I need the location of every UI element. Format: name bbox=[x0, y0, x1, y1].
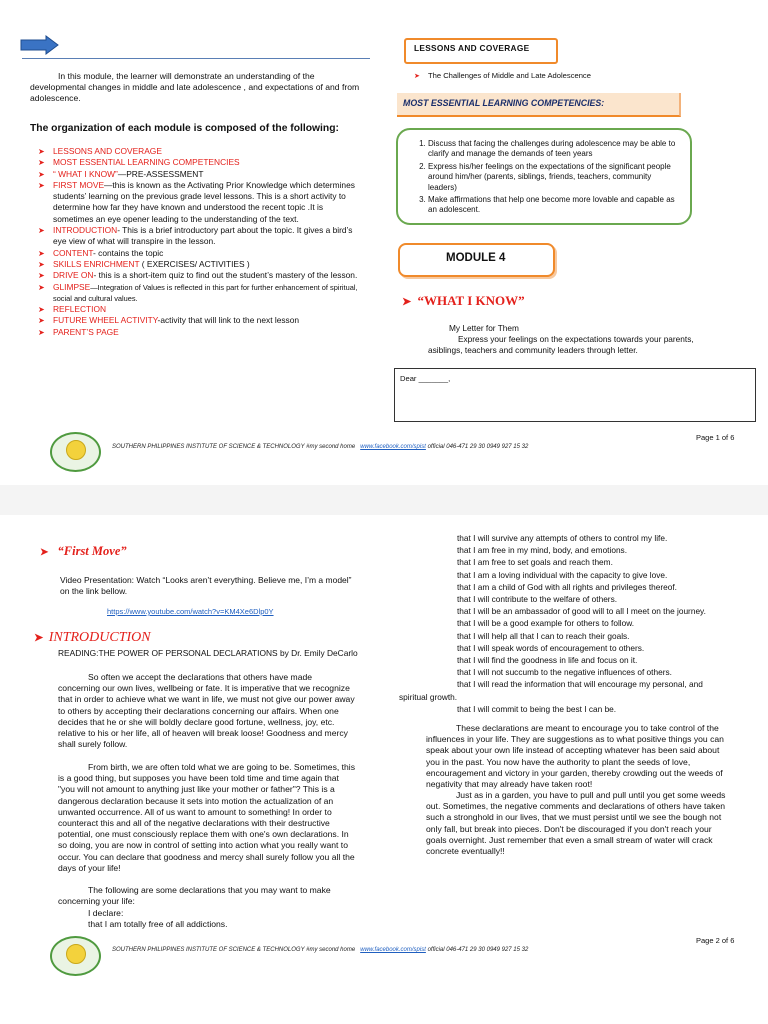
paragraph-3: The following are some declarations that you may want to make concerning your life: bbox=[58, 885, 331, 907]
organization-item: ➤ FUTURE WHEEL ACTIVITY-activity that will link to the next lesson bbox=[38, 315, 360, 326]
module-box bbox=[398, 243, 555, 277]
organization-item: ➤ INTRODUCTION- This is a brief introductory part about the topic. It gives a bird’s eye view of what will transpire in the lesson. bbox=[38, 225, 360, 248]
arrow-right-icon bbox=[20, 35, 60, 55]
paragraph-4: These declarations are meant to encourage you to take control of the influences in your life. They are suggestions as to what positive things you can speak about your own life instead of accepting whatever has been said about you in the past. You now have the authority to plant the seeds of love, encouragement and victory in your garden, thereby crowding out the weeds of negativity that may already have taken root! bbox=[426, 723, 724, 790]
page-number: Page 1 of 6 bbox=[696, 433, 735, 442]
declaration-item: that I will read the information that will encourage my personal, and bbox=[457, 679, 703, 690]
footer-link[interactable]: www.facebook.com/spist bbox=[360, 947, 426, 953]
organization-item: ➤ GLIMPSE—Integration of Values is reflected in this part for further enhancement of spiritual, social and cultural values. bbox=[38, 282, 360, 305]
organization-item: ➤ “ WHAT I KNOW”—PRE-ASSESSMENT bbox=[38, 169, 360, 180]
paragraph-2: From birth, we are often told what we are going to be. Sometimes, this is a good thing, but supposes you have been told time and time again that "you will not amount to anything just like your mother or father"? This is a dangerous declaration because it sets into motion the actualization of an unwanted occurrence. All of us want to amount to something! In order to counteract this and all of the negative declarations with their destructive potential, one must consciously replace them with one's own declarations. In so doing, you are now in control of setting into action what you really want to occur. You can declare that goodness and mercy shall surely follow you all the days of your life! bbox=[58, 762, 356, 873]
bullet-arrow-icon: ➤ bbox=[34, 632, 44, 644]
school-seal-logo bbox=[50, 432, 101, 472]
video-link[interactable]: https://www.youtube.com/watch?v=KM4Xe6Dlp0Y bbox=[107, 607, 274, 616]
organization-item: ➤ SKILLS ENRICHMENT ( EXERCISES/ ACTIVITIES ) bbox=[38, 259, 360, 270]
header-rule bbox=[22, 58, 370, 59]
competency-item: 3. Make affirmations that help one become more lovable and capable as an adolescent. bbox=[428, 195, 678, 216]
competencies-list bbox=[408, 139, 678, 216]
footer: SOUTHERN PHILIPPINES INSTITUTE OF SCIENCE & TECHNOLOGY #my second home www.facebook.com/spist official 046-471 29 30 0949 927 15 32 bbox=[112, 444, 529, 450]
bullet-arrow-icon: ➤ bbox=[414, 73, 420, 80]
page-1 bbox=[0, 0, 768, 485]
letter-instruction: Express your feelings on the expectations towards your parents, asiblings, teachers and community leaders through letter. bbox=[428, 334, 694, 355]
dear-text: Dear _______, bbox=[400, 374, 451, 383]
declaration-continuation: spiritual growth. bbox=[399, 691, 458, 702]
organization-item: ➤ CONTENT- contains the topic bbox=[38, 248, 360, 259]
competencies-box bbox=[396, 128, 692, 225]
footer-link[interactable]: www.facebook.com/spist bbox=[360, 444, 426, 450]
page-2 bbox=[0, 515, 768, 1024]
paragraph-1: So often we accept the declarations that others have made concerning our own lives, wellbeing or fate. It is imperative that we recognize that in order to achieve what we want in life, we must not give our power away to others by accepting their declarations concerning our affairs. When one decides that he or she will boldly declare good fortune, wellness, joy, etc. relative to his or her life, all of heaven will break loose! Goodness and mercy shall surely follow. bbox=[58, 672, 355, 750]
organization-item: ➤ LESSONS AND COVERAGE bbox=[38, 146, 360, 157]
competencies-title-bar bbox=[397, 93, 681, 117]
i-declare: I declare: bbox=[88, 908, 124, 918]
declaration-item: that I will speak words of encouragement to others. bbox=[457, 642, 645, 653]
introduction-heading: ➤ INTRODUCTION bbox=[34, 630, 151, 645]
letter-box[interactable] bbox=[394, 368, 756, 422]
reading-title: READING:THE POWER OF PERSONAL DECLARATIONS by Dr. Emily DeCarlo bbox=[58, 648, 358, 658]
declaration-item: that I will survive any attempts of others to control my life. bbox=[457, 533, 668, 543]
paragraph-5: Just as in a garden, you have to pull and pull until you get some weeds out. Sometimes, the negative comments and declarations of others have taken such a stronghold in our lives, that we must persist until we see the bough not only fall, but break into pieces. Don't be discouraged if you don't reach your goals overnight. Just remember that even a small stream of water will crack concrete eventually!! bbox=[426, 790, 726, 857]
declaration-item: that I will contribute to the welfare of others. bbox=[457, 594, 618, 605]
footer: SOUTHERN PHILIPPINES INSTITUTE OF SCIENCE & TECHNOLOGY #my second home www.facebook.com/spist official 046-471 29 30 0949 927 15 32 bbox=[112, 947, 529, 953]
declaration-item: that I am a child of God with all rights and privileges thereof. bbox=[457, 581, 677, 592]
lessons-coverage-box bbox=[404, 38, 558, 64]
lessons-box-title: LESSONS AND COVERAGE bbox=[414, 43, 530, 53]
first-declaration: that I am totally free of all addictions. bbox=[88, 919, 228, 929]
bullet-arrow-icon: ➤ bbox=[40, 547, 49, 558]
organization-list bbox=[38, 146, 360, 338]
declaration-item: that I will not succumb to the negative influences of others. bbox=[457, 667, 672, 678]
lesson-item: ➤ The Challenges of Middle and Late Adolescence bbox=[414, 71, 591, 80]
declaration-item: that I will be a good example for others to follow. bbox=[457, 618, 635, 629]
competency-item: 1. Discuss that facing the challenges during adolescence may be able to clarify and manage the demands of teen years bbox=[428, 139, 678, 160]
first-move-heading: ➤ “First Move” bbox=[40, 544, 127, 558]
video-text: Video Presentation: Watch “Looks aren’t everything. Believe me, I’m a model” on the link bellow. bbox=[60, 575, 352, 596]
what-i-know-heading: ➤ “WHAT I KNOW” bbox=[402, 293, 525, 308]
organization-item: ➤ FIRST MOVE—this is known as the Activating Prior Knowledge which determines students’ learning on the previous grade level lessons. This is a short activity to determine how far they have known and understood the recent topic .It is sometimes an eye opener leading to the understanding of the text. bbox=[38, 180, 360, 225]
page-gap bbox=[0, 485, 768, 515]
organization-item: ➤ REFLECTION bbox=[38, 304, 360, 315]
declaration-item: that I will help all that I can to reach their goals. bbox=[457, 630, 630, 641]
competency-item: 2. Express his/her feelings on the expectations of the significant people around him/her (parents, siblings, friends, teachers, community leaders) bbox=[428, 162, 678, 193]
letter-title: My Letter for Them bbox=[449, 323, 519, 333]
page-number: Page 2 of 6 bbox=[696, 936, 735, 945]
declarations-list bbox=[399, 532, 706, 715]
organization-item: ➤ PARENT’S PAGE bbox=[38, 327, 360, 338]
declaration-item: that I am a loving individual with the capacity to give love. bbox=[457, 569, 668, 580]
organization-item: ➤ DRIVE ON- this is a short-item quiz to find out the student’s mastery of the lesson. bbox=[38, 270, 360, 281]
competencies-title: MOST ESSENTIAL LEARNING COMPETENCIES: bbox=[403, 98, 605, 108]
declaration-item: that I am free in my mind, body, and emotions. bbox=[457, 545, 628, 556]
intro-paragraph: In this module, the learner will demonstrate an understanding of the developmental changes in middle and late adolescence , and expectations of and from adolescence. bbox=[30, 71, 360, 104]
declaration-item: that I am free to set goals and reach them. bbox=[457, 557, 613, 568]
module-label: MODULE 4 bbox=[446, 252, 506, 264]
school-seal-logo bbox=[50, 936, 101, 976]
declaration-item: that I will be an ambassador of good will to all I meet on the journey. bbox=[457, 606, 706, 617]
declaration-item: that I will find the goodness in life and focus on it. bbox=[457, 655, 638, 666]
declaration-item: that I will commit to being the best I can be. bbox=[457, 703, 617, 714]
bullet-arrow-icon: ➤ bbox=[402, 296, 412, 308]
organization-item: ➤ MOST ESSENTIAL LEARNING COMPETENCIES bbox=[38, 157, 360, 168]
organization-heading: The organization of each module is composed of the following: bbox=[30, 123, 339, 134]
